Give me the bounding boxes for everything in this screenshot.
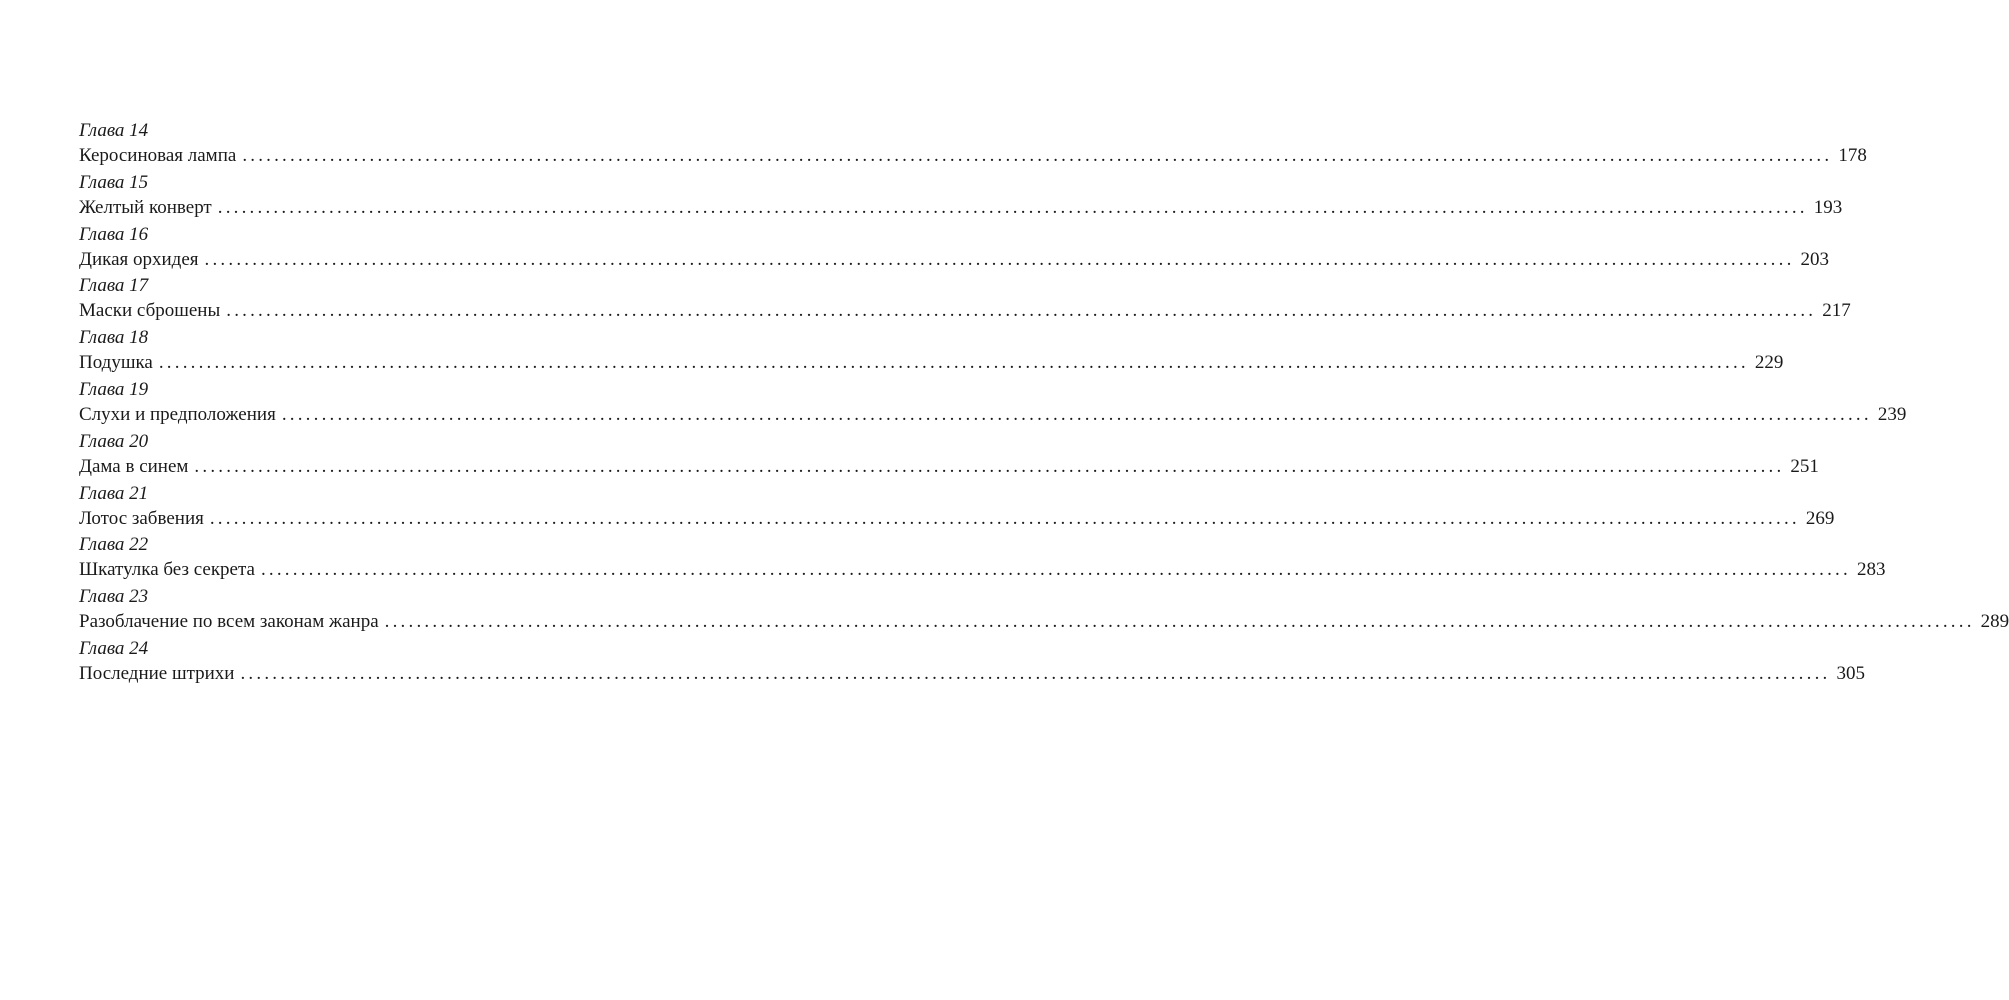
chapter-title: Керосиновая лампа (79, 145, 237, 166)
toc-line (79, 506, 1835, 532)
dot-leader: ........................................................................................................................................................................................................ (260, 559, 1851, 581)
page-number: 217 (1822, 300, 1851, 322)
toc-entry (79, 482, 1835, 534)
toc-entry (79, 637, 1865, 689)
toc-entry (79, 430, 1819, 482)
dot-leader: ........................................................................................................................................................................................................ (242, 145, 1833, 166)
page-number: 251 (1790, 455, 1819, 477)
toc-entry (79, 378, 1907, 430)
toc-entry (79, 533, 1886, 585)
toc-line (79, 350, 1784, 376)
dot-leader: ........................................................................................................................................................................................................ (158, 352, 1749, 374)
chapter-title: Последние штрихи (79, 662, 235, 684)
dot-leader: ........................................................................................................................................................................................................ (209, 507, 1800, 529)
chapter-title: Подушка (79, 352, 153, 374)
chapter-label: Глава 23 (79, 586, 149, 608)
chapter-label: Глава 15 (79, 171, 149, 193)
chapter-title: Лотос забвения (79, 507, 204, 529)
dot-leader: ........................................................................................................................................................................................................ (194, 455, 1785, 477)
toc-line (79, 247, 1830, 273)
toc-entry (79, 585, 2009, 637)
dot-leader: ........................................................................................................................................................................................................ (217, 196, 1808, 218)
chapter-label: Глава 18 (79, 327, 149, 349)
chapter-title: Слухи и предположения (79, 403, 276, 425)
toc-entry (79, 119, 1867, 171)
chapter-title: Желтый конверт (79, 196, 212, 218)
page-number: 269 (1805, 507, 1835, 529)
chapter-label: Глава 19 (79, 378, 149, 400)
chapter-title: Разоблачение по всем законам жанра (79, 611, 379, 633)
dot-leader: ........................................................................................................................................................................................................ (384, 611, 1975, 633)
toc-line (79, 143, 1867, 169)
page-number: 289 (1980, 611, 2009, 633)
toc-entry (79, 171, 1843, 223)
chapter-label: Глава 14 (79, 120, 149, 141)
page-number: 239 (1877, 403, 1907, 425)
toc-line (79, 298, 1851, 324)
toc-line (79, 557, 1886, 583)
dot-leader: ........................................................................................................................................................................................................ (226, 300, 1817, 322)
chapter-title: Маски сброшены (79, 300, 221, 322)
page-number: 203 (1800, 248, 1830, 270)
page-number: 229 (1754, 352, 1784, 374)
chapter-title: Дикая орхидея (79, 248, 199, 270)
chapter-title: Дама в синем (79, 455, 189, 477)
chapter-label: Глава 17 (79, 275, 149, 297)
toc-entry (79, 223, 1830, 275)
chapter-label: Глава 20 (79, 430, 149, 452)
page-number: 178 (1838, 145, 1867, 166)
page-number: 305 (1836, 662, 1865, 684)
page-number: 193 (1813, 196, 1843, 218)
chapter-label: Глава 16 (79, 223, 149, 245)
dot-leader: ........................................................................................................................................................................................................ (204, 248, 1795, 270)
chapter-label: Глава 24 (79, 637, 149, 659)
toc-line (79, 454, 1819, 480)
chapter-title: Шкатулка без секрета (79, 559, 255, 581)
dot-leader: ........................................................................................................................................................................................................ (240, 662, 1831, 684)
toc-line (79, 195, 1843, 221)
toc-line (79, 609, 2009, 635)
chapter-label: Глава 22 (79, 534, 149, 556)
page-number: 283 (1856, 559, 1886, 581)
table-of-contents (79, 119, 2009, 689)
chapter-label: Глава 21 (79, 482, 149, 504)
dot-leader: ........................................................................................................................................................................................................ (281, 403, 1872, 425)
toc-entry (79, 274, 1851, 326)
toc-entry (79, 326, 1784, 378)
toc-line (79, 402, 1907, 428)
toc-line (79, 661, 1865, 687)
